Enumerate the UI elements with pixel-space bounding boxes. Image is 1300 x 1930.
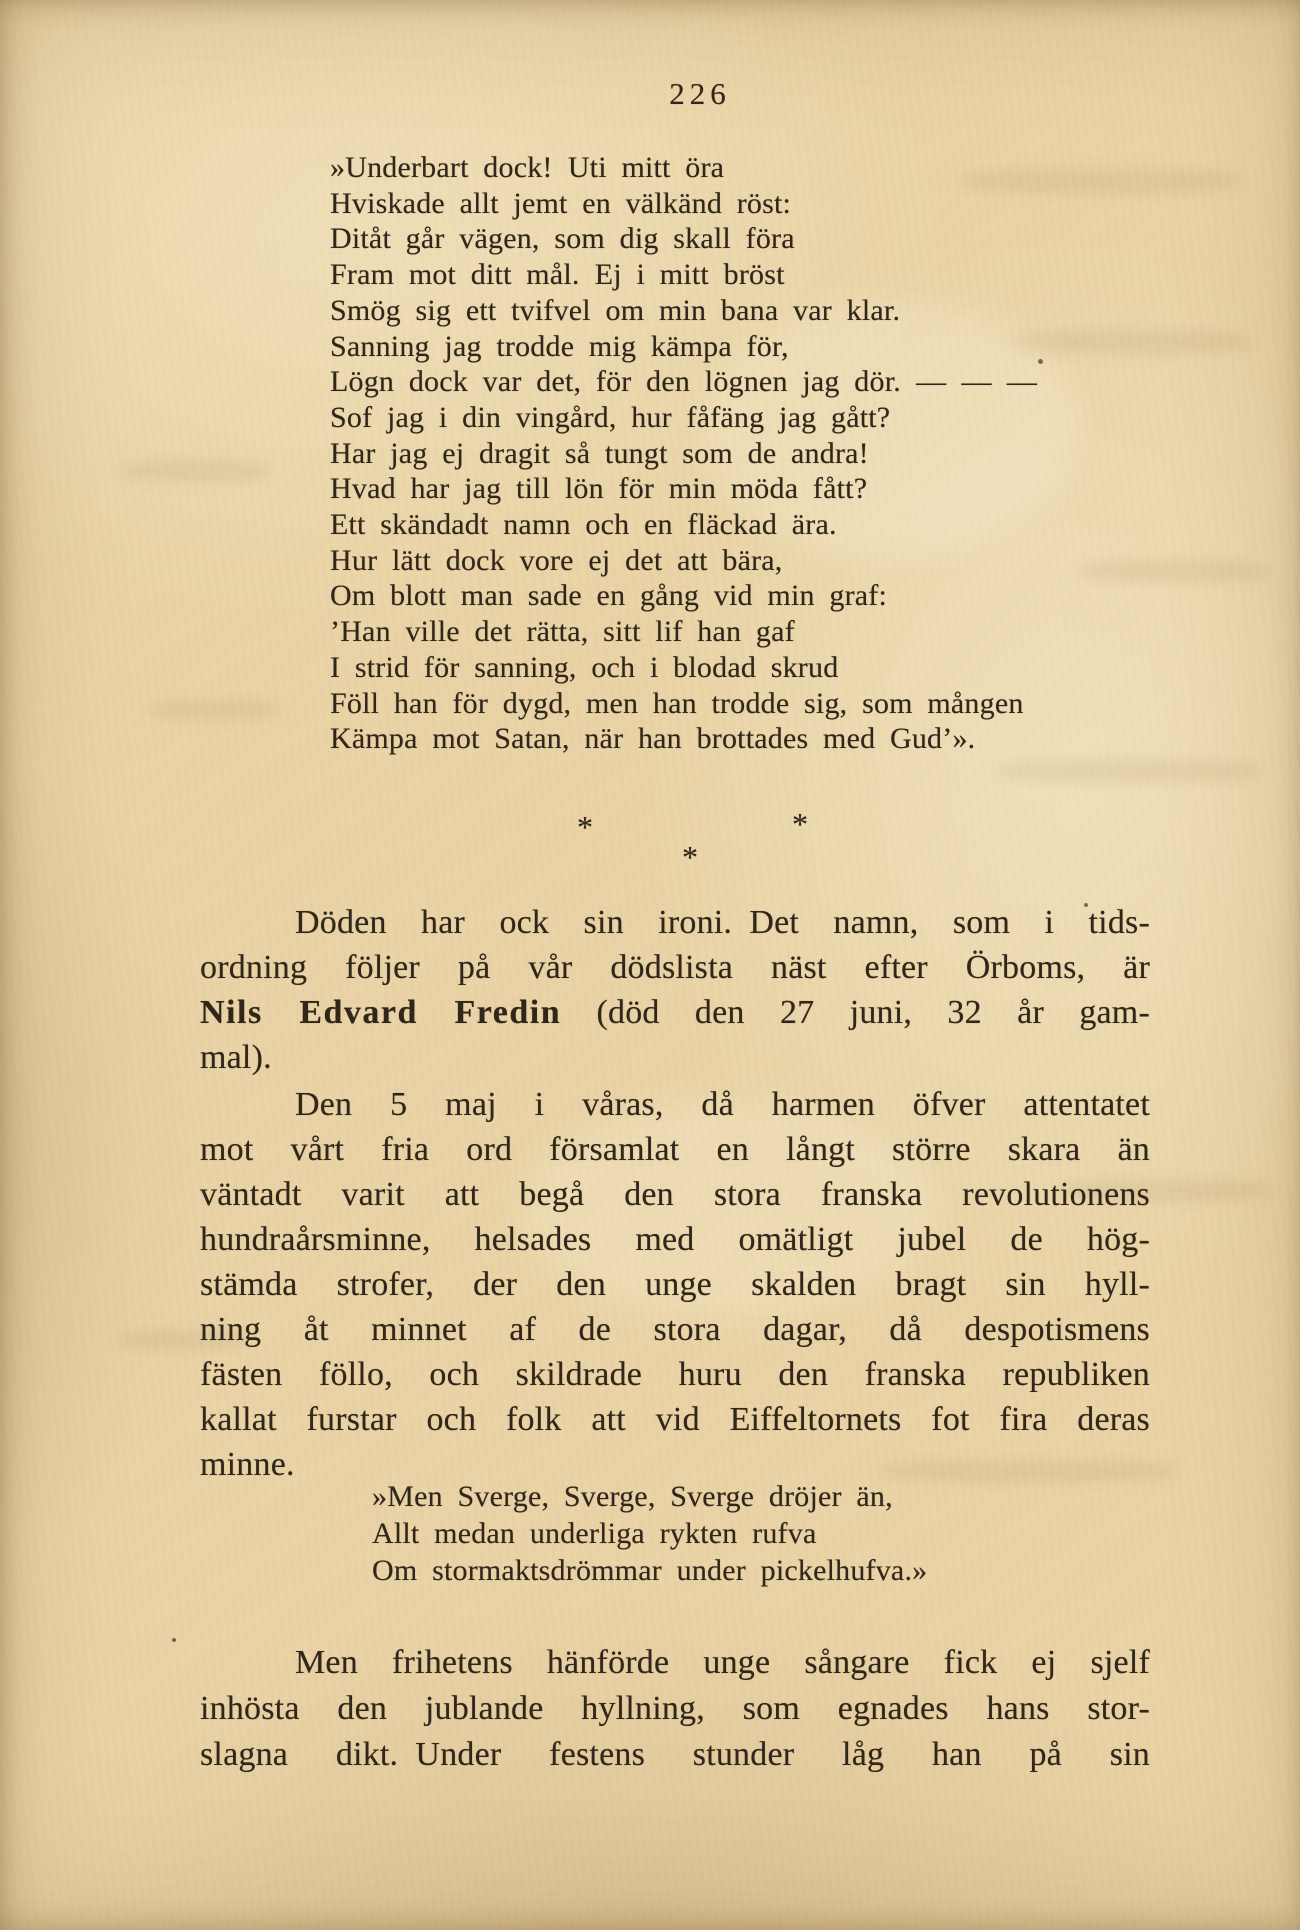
asterisk: * [792,806,808,842]
paragraph-line-with-bold-name [200,990,1150,1035]
asterisk: * [682,839,698,875]
paragraph-line: Men frihetens hänförde unge sångare fick ej sjelf [295,1644,1150,1681]
poem-line: Hvad har jag till lön för min möda fått? [330,472,868,506]
paragraph-line: minne. [200,1446,295,1483]
paragraph-line: stämda strofer, der den unge skalden bragt sin hyll- [200,1266,1150,1303]
showthrough-smudge [1000,760,1260,782]
poem-line: Hur lätt dock vore ej det att bära, [330,543,783,577]
paragraph-line: ordning följer på vår dödslista näst efter Örboms, är [200,949,1150,986]
poem-line: Sof jag i din vingård, hur fåfäng jag gått? [330,400,891,434]
page-number: 226 [669,76,731,111]
poem-line: ’Han ville det rätta, sitt lif han gaf [330,615,795,649]
paragraph-line: hundraårsminne, helsades med omätligt jubel de hög- [200,1221,1150,1258]
paragraph-line: mot vårt fria ord församlat en långt större skara än [200,1131,1150,1168]
poem-line: »Men Sverge, Sverge, Sverge dröjer än, [372,1480,893,1513]
poem-line: Om blott man sade en gång vid min graf: [330,579,888,613]
poem-line: Fram mot ditt mål. Ej i mitt bröst [330,258,785,292]
paragraph-line: kallat furstar och folk att vid Eiffeltornets fot fira deras [200,1401,1150,1438]
poem-line: Lögn dock var det, för den lögnen jag dör. — — — [330,365,1038,399]
ink-speck [172,1638,176,1642]
paragraph-line: mal). [200,1039,272,1076]
paragraph-3 [200,1640,1150,1778]
showthrough-smudge [150,700,280,720]
paragraph-line: fästen föllo, och skildrade huru den franska republiken [200,1356,1150,1393]
person-name-bold: Nils Edvard Fredin [200,994,562,1031]
paragraph-line: slagna dikt. Under festens stunder låg han på sin [200,1736,1150,1773]
poem-line: Har jag ej dragit så tungt som de andra! [330,436,869,470]
poem-line: Sanning jag trodde mig kämpa för, [330,329,789,363]
poem-line: Om stormaktsdrömmar under pickelhufva.» [372,1554,928,1587]
paragraph-line: inhösta den jublande hyllning, som egnades hans stor- [200,1690,1150,1727]
paragraph-line-rest: (död den 27 juni, 32 år gam- [561,994,1150,1031]
paragraph-line: ning åt minnet af de stora dagar, då despotismens [200,1311,1150,1348]
showthrough-smudge [120,460,270,482]
poem-block-1 [330,150,1280,757]
poem-line: I strid för sanning, och i blodad skrud [330,650,839,684]
poem-line: Ditåt går vägen, som dig skall föra [330,222,795,256]
paragraph-line: Den 5 maj i våras, då harmen öfver attentatet [295,1086,1150,1123]
paragraph-line: Döden har ock sin ironi. Det namn, som i tids- [295,904,1150,941]
poem-line: Kämpa mot Satan, när han brottades med Gud’». [330,722,976,756]
paragraph-line: väntadt varit att begå den stora franska revolutionens [200,1176,1150,1213]
poem-line: Smög sig ett tvifvel om min bana var klar. [330,293,901,327]
paragraph-1 [200,900,1150,1080]
poem-line: Ett skändadt namn och en fläckad ära. [330,508,837,542]
poem-line: Allt medan underliga rykten rufva [372,1517,817,1550]
poem-block-2 [372,1478,1300,1589]
poem-line: Hviskade allt jemt en välkänd röst: [330,186,792,220]
poem-line: Föll han för dygd, men han trodde sig, som mången [330,686,1024,720]
asterisk-separator [0,805,1300,885]
poem-line: »Underbart dock! Uti mitt öra [330,151,725,184]
paragraph-2 [200,1082,1150,1487]
asterisk: * [577,809,593,845]
